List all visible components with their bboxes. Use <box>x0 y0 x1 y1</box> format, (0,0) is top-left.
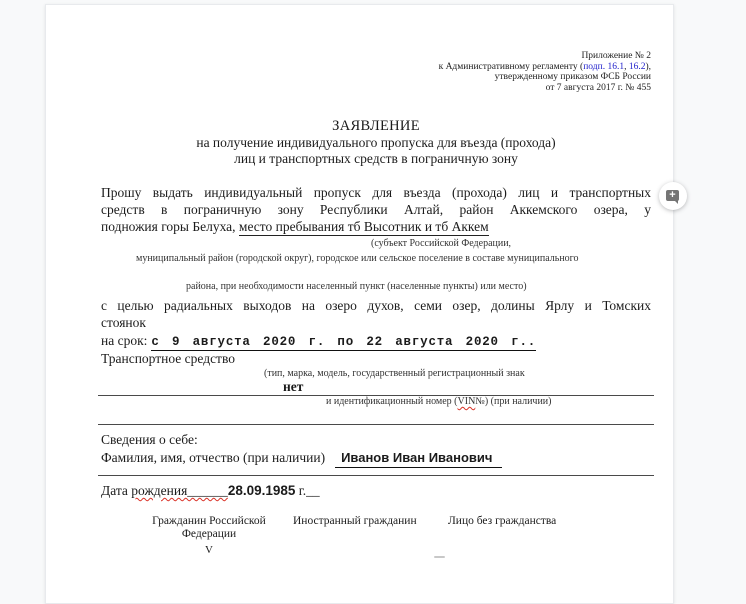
add-comment-icon: + <box>666 190 679 201</box>
location-caption-line2: муниципальный район (городской округ), городское или сельское поселение в составе муниципального <box>136 253 579 264</box>
birth-date-row <box>101 482 651 499</box>
header-note <box>101 51 651 93</box>
request-line1: Прошу выдать индивидуальный пропуск для въезда (прохода) лиц и транспортных <box>101 185 651 200</box>
add-comment-button[interactable] <box>659 182 687 210</box>
vehicle-caption-bottom-pre: и идентификационный номер ( <box>326 396 458 407</box>
request-paragraph <box>101 184 651 235</box>
citizenship-option-stateless: Лицо без гражданства <box>448 515 557 527</box>
regulation-link-16-2[interactable]: 16.2 <box>628 61 646 72</box>
birth-date-label-2: рождения______ <box>131 483 228 498</box>
stay-place-value: место пребывания тб Высотник и тб Аккем <box>238 219 489 234</box>
document-page[interactable] <box>45 4 674 604</box>
name-underline-rule <box>98 475 654 476</box>
blank-line-rule <box>98 424 654 425</box>
location-caption-line3: района, при необходимости населенный пункт (населенные пункты) или место) <box>186 281 527 292</box>
header-note-line2-post: ), <box>645 61 651 72</box>
citizenship-option-foreign: Иностранный гражданин <box>293 515 417 527</box>
citizenship-rf-line2: Федерации <box>181 528 237 540</box>
request-line3-pre: подножия горы Белуха, <box>101 219 236 234</box>
citizenship-option-rf <box>149 515 269 557</box>
vehicle-caption-top: (тип, марка, модель, государственный регистрационный знак <box>264 368 525 379</box>
birth-date-value: 28.09.1985 <box>227 483 296 498</box>
purpose-line1: с целью радиальных выходов на озеро духов, семи озер, долины Ярлу и Томских <box>101 298 651 313</box>
birth-date-label-1: Дата <box>101 483 128 498</box>
purpose-paragraph <box>101 297 651 331</box>
vehicle-caption-bottom <box>326 396 551 407</box>
birth-date-suffix: г. <box>298 483 307 498</box>
full-name-row <box>101 449 651 466</box>
page-edge-artifact <box>434 556 445 558</box>
vin-abbreviation: VIN <box>457 396 476 407</box>
title-sub-line2: лиц и транспортных средств в пограничную зону <box>234 150 518 166</box>
birth-date-tail: __ <box>306 483 320 498</box>
header-note-line1: Приложение № 2 <box>581 51 651 61</box>
term-row <box>101 332 651 351</box>
vehicle-caption-bottom-post: №) (при наличии) <box>475 396 552 407</box>
header-note-line2 <box>101 62 651 73</box>
header-note-line3: утвержденному приказом ФСБ России <box>494 72 651 82</box>
location-caption-line1: (субъект Российской Федерации, <box>371 238 512 249</box>
title-main: ЗАЯВЛЕНИЕ <box>332 118 420 134</box>
citizenship-rf-line1: Гражданин Российской <box>152 515 266 527</box>
document-title <box>101 117 651 166</box>
citizenship-selected-marker: V <box>205 544 213 556</box>
vehicle-value-row <box>98 379 654 396</box>
full-name-value: Иванов Иван Иванович <box>335 450 502 468</box>
header-note-line4: от 7 августа 2017 г. № 455 <box>545 82 651 93</box>
vehicle-value: нет <box>283 379 304 394</box>
personal-heading: Сведения о себе: <box>101 432 198 447</box>
term-value: с 9 августа 2020 г. по 22 августа 2020 г.. <box>151 335 537 349</box>
title-sub-line1: на получение индивидуального пропуска для въезда (прохода) <box>196 135 556 150</box>
vehicle-label: Транспортное средство <box>101 351 235 366</box>
header-note-line2-pre: к Административному регламенту ( <box>438 61 584 72</box>
request-line2: средств в пограничную зону Республики Алтай, район Аккемского озера, у <box>101 202 651 217</box>
purpose-line2: стоянок <box>101 315 146 330</box>
header-note-line2-mid: , <box>624 61 629 72</box>
term-label: на срок: <box>101 333 148 348</box>
request-line3 <box>101 219 489 236</box>
regulation-link-16-1[interactable]: подп. 16.1 <box>583 61 625 72</box>
full-name-label: Фамилия, имя, отчество (при наличии) <box>101 450 326 465</box>
